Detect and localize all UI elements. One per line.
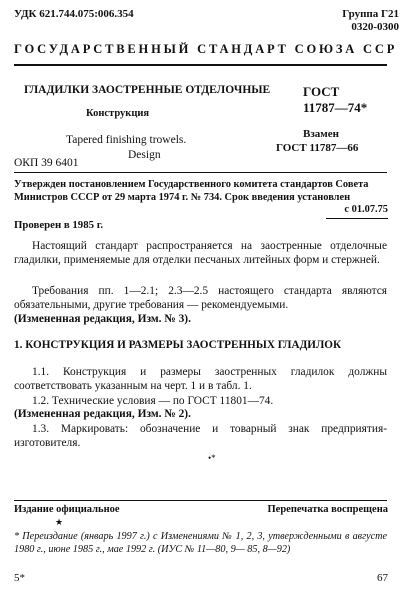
edit-note-2: (Измененная редакция, Изм. № 2).: [14, 408, 191, 420]
document-title: ГЛАДИЛКИ ЗАОСТРЕННЫЕ ОТДЕЛОЧНЫЕ: [24, 84, 271, 96]
document-subtitle: Конструкция: [86, 108, 150, 119]
official-edition: Издание официальное: [14, 504, 120, 515]
group-code: Группа Г21: [342, 8, 399, 20]
reissue-note: * Переиздание (январь 1997 г.) с Изменениями № 1, 2, 3, утвержденными в августе 1980 г., июне 1985 г., мае 1992 г. (ИУС № 11—80, 9— 85, 8—92): [14, 531, 387, 555]
approval-line-1: Утвержден постановлением Государственного комитета стандартов Совета: [14, 179, 369, 190]
replaces-label: Взамен: [303, 128, 339, 140]
standard-banner: ГОСУДАРСТВЕННЫЙ СТАНДАРТ СОЮЗА ССР: [14, 42, 398, 56]
title-rule: [14, 172, 387, 173]
mark-symbol: •*: [208, 453, 216, 463]
reprint-notice: Перепечатка воспрещена: [267, 504, 388, 515]
clause-1-3: 1.3. Маркировать: обозначение и товарный знак предприятия-изготовителя.: [14, 423, 387, 449]
approval-line-2: Министров СССР от 29 марта 1974 г. № 734. Срок введения установлен: [14, 192, 351, 203]
clause-1-2: 1.2. Технические условия — по ГОСТ 11801—74.: [32, 395, 274, 407]
edit-note-3: (Измененная редакция, Изм. № 3).: [14, 313, 191, 325]
star-symbol: ★: [55, 517, 64, 527]
intro-paragraph: Настоящий стандарт распространяется на заостренные отделочные гладилки, применяемые для отделки песчаных литейных форм и стержней.: [14, 240, 387, 266]
approval-date: с 01.07.75: [344, 204, 388, 215]
gost-number: 11787—74*: [303, 100, 368, 115]
footer-rule: [14, 500, 387, 501]
page-mark-left: 5*: [14, 572, 25, 584]
requirements-paragraph: Требования пп. 1—2.1; 2.3—2.5 настоящего стандарта являются обязательными, другие требования — рекомендуемыми.: [14, 285, 387, 311]
page-number: 67: [377, 572, 388, 584]
english-title: Tapered finishing trowels.: [66, 134, 187, 146]
banner-rule: [14, 64, 387, 66]
section-heading: 1. КОНСТРУКЦИЯ И РАЗМЕРЫ ЗАОСТРЕННЫХ ГЛАДИЛОК: [14, 339, 342, 351]
english-subtitle: Design: [128, 149, 161, 161]
checked-line: Проверен в 1985 г.: [14, 219, 104, 231]
okp-code: ОКП 39 6401: [14, 157, 79, 169]
udk-code: УДК 621.744.075:006.354: [14, 8, 134, 20]
gost-label: ГОСТ: [303, 84, 340, 99]
clause-1-1: 1.1. Конструкция и размеры заостренных гладилок должны соответствовать указанным на черт. 1 и в табл. 1.: [14, 366, 387, 392]
approval-date-rule: [326, 218, 388, 219]
replaces-value: ГОСТ 11787—66: [276, 142, 359, 154]
classification-code: 0320-0300: [351, 21, 399, 33]
